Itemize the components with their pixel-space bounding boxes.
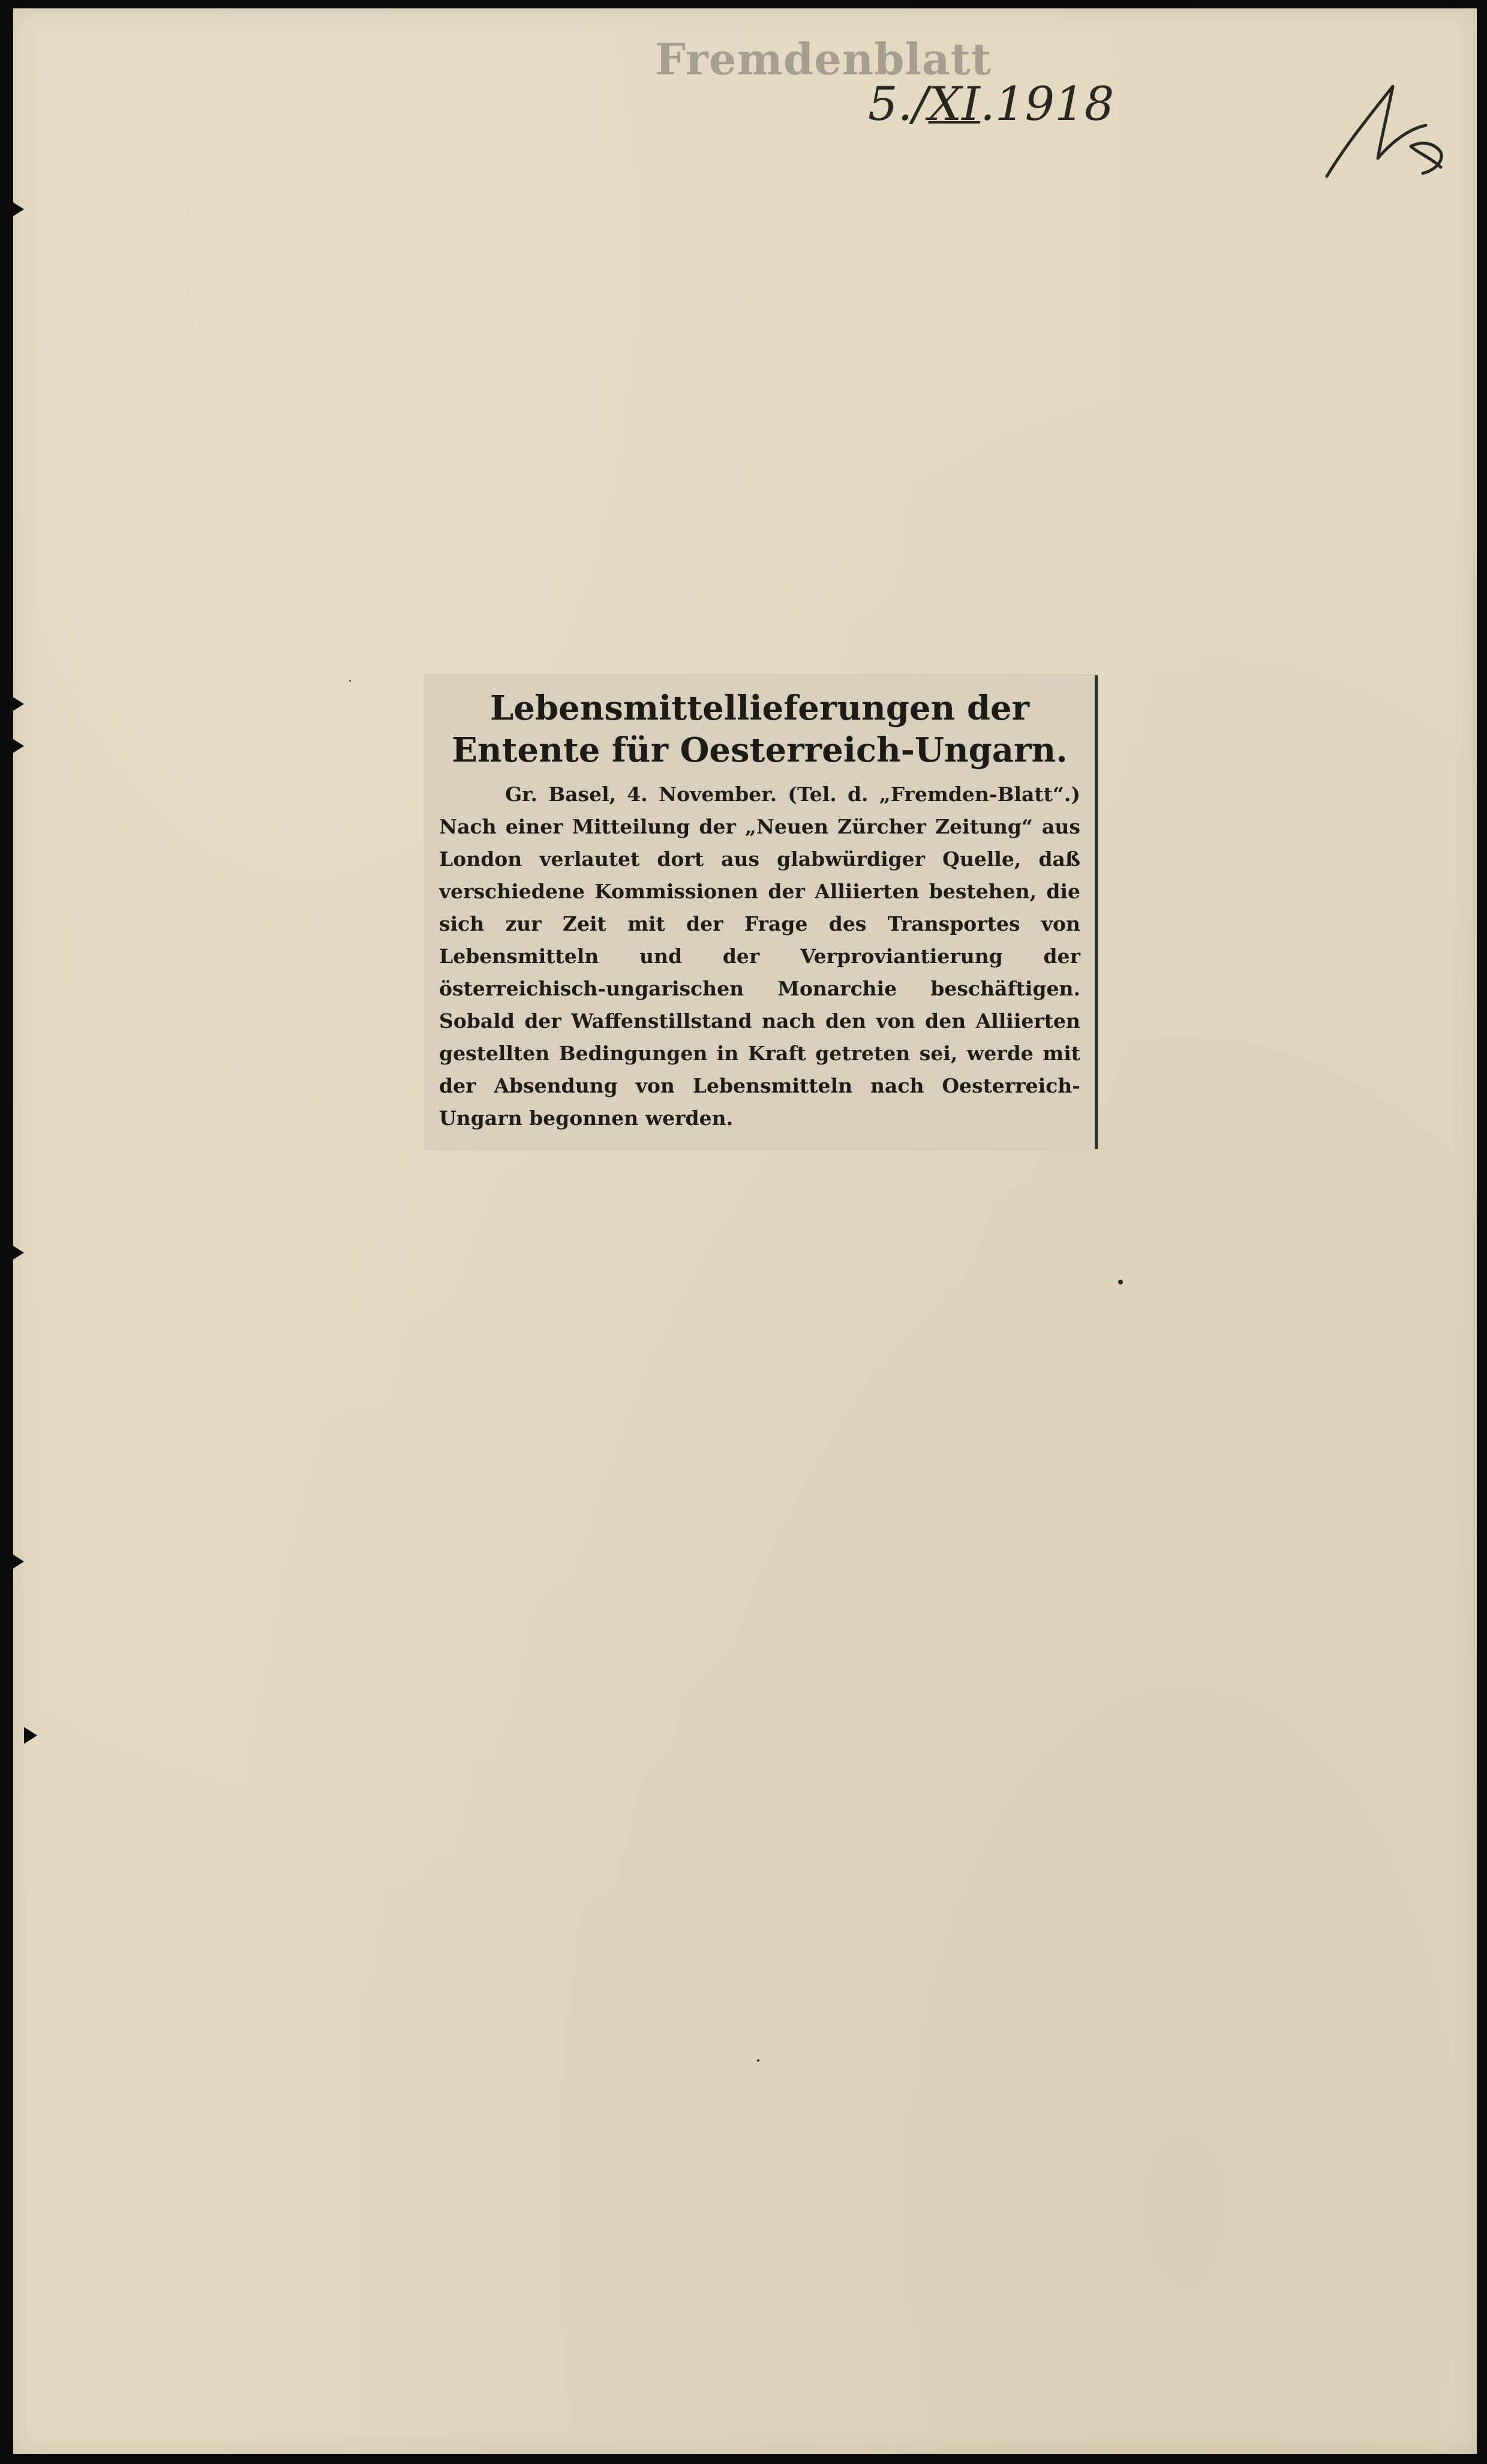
edge-nick <box>11 201 24 218</box>
handwritten-initials <box>1321 62 1453 182</box>
paper-speck <box>1118 1280 1123 1284</box>
paper-speck <box>349 680 351 682</box>
handwritten-date: 5./XI.1918 <box>868 77 1115 131</box>
date-year: .1918 <box>980 77 1115 131</box>
edge-nick <box>24 1727 37 1744</box>
date-day: 5. <box>868 77 913 131</box>
clipping-headline: Lebensmittellieferungen der Entente für Oesterreich-Ungarn. <box>452 688 1068 770</box>
edge-nick <box>11 696 24 712</box>
edge-nick <box>11 1244 24 1261</box>
date-month: XI <box>928 77 981 131</box>
clipping-body: Gr. Basel, 4. November. (Tel. d. „Fremden-Blatt“.) Nach einer Mitteilung der „Neuen Zürcher Zeitung“ aus London verlautet dort aus glabwürdiger Quelle, daß verschiedene Kommissionen der Alliierten bestehen, die sich zur Zeit mit der Frage des Transportes von Lebensmitteln und der Verproviantierung der österreichisch-ungarischen Monarchie beschäftigen. Sobald der Waffenstillstand nach den von den Alliierten gestellten Bedingungen in Kraft getreten sei, werde mit der Absendung von Lebensmitteln nach Oesterreich-Ungarn begonnen werden. <box>439 783 1080 1130</box>
paper-speck <box>757 2059 759 2062</box>
edge-nick <box>11 1553 24 1570</box>
edge-nick <box>11 738 24 754</box>
newspaper-stamp: Fremdenblatt <box>655 34 992 85</box>
paper-sheet <box>13 8 1477 2454</box>
newspaper-clipping <box>425 675 1098 1149</box>
